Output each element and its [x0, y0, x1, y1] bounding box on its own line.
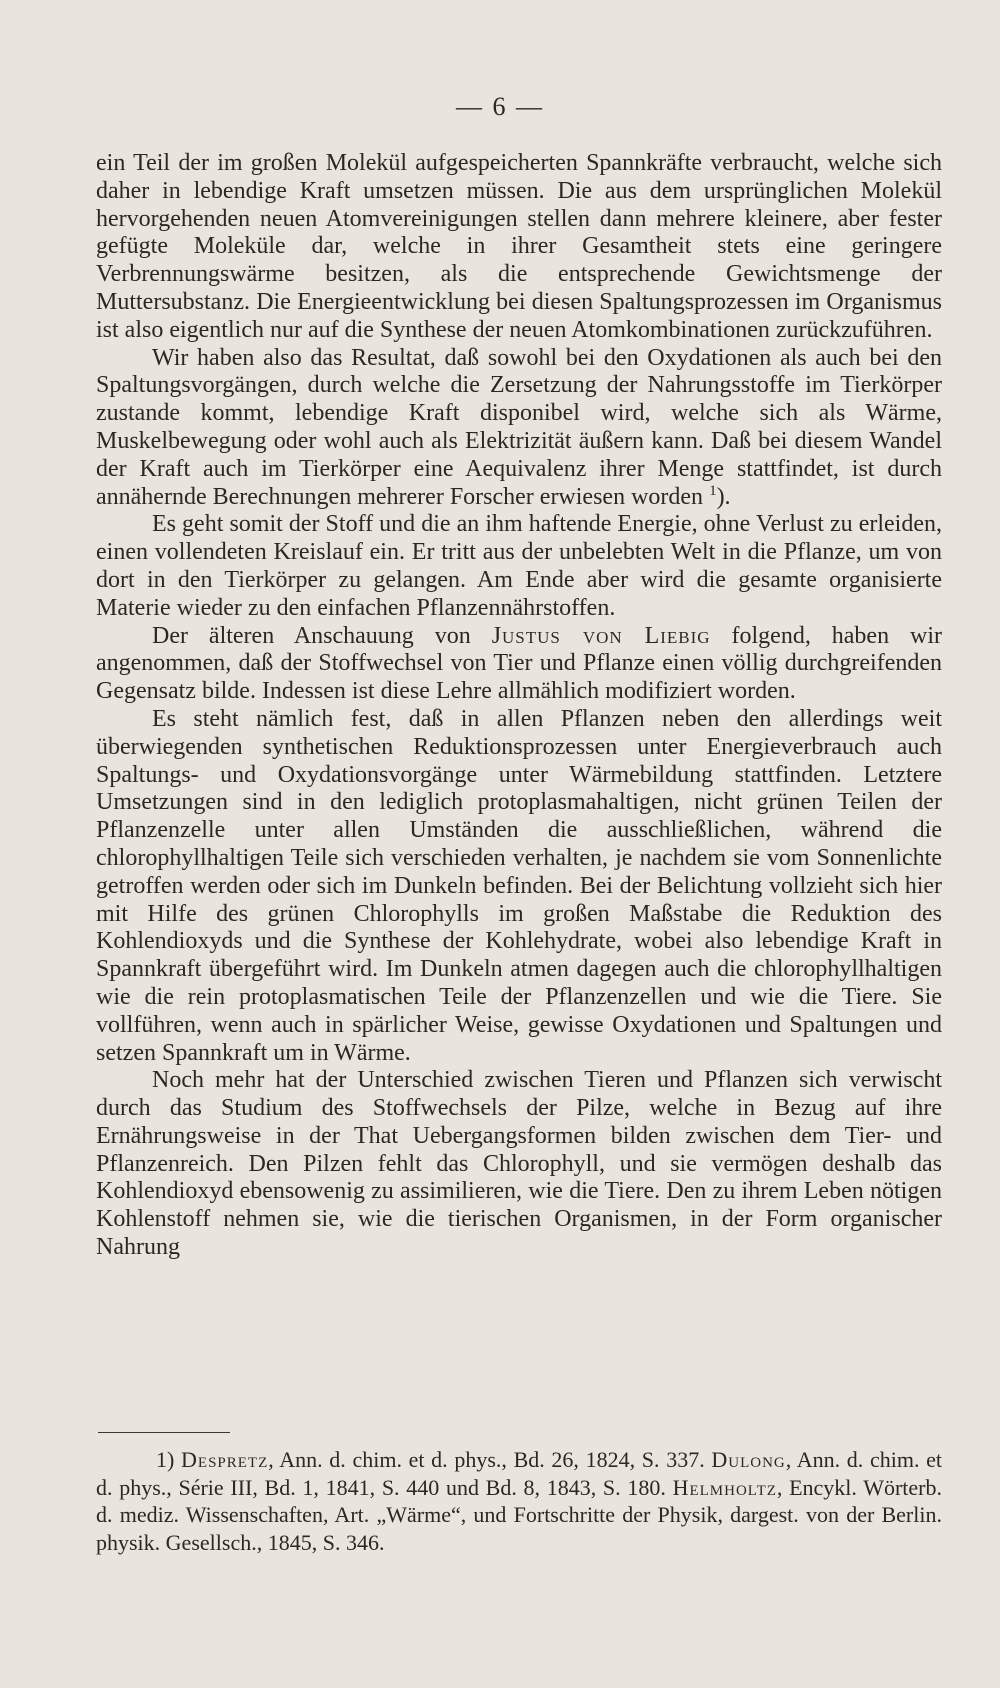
paragraph-4-post: folgend, haben wir angenommen, daß der Stoffwechsel von Tier und Pflanze einen völlig durchgreifenden Gegensatz bilde. Indessen ist diese Lehre allmählich modifiziert worden. — [96, 622, 943, 705]
paragraph-1: ein Teil der im großen Molekül aufgespeicherten Spannkräfte verbraucht, welche sich daher in lebendige Kraft umsetzen müssen. Die aus dem ursprünglichen Molekül hervorgehenden neuen Atomvereinigungen stellen dann mehrere kleinere, aber fester gefügte Moleküle dar, welche in ihrer Gesamtheit stets eine geringere Verbrennungswärme besitzen, als die entsprechende Gewichtsmenge der Muttersubstanz. Die Energieentwicklung bei diesen Spaltungsprozessen im Organismus ist also eigentlich nur auf die Synthese der neuen Atomkombinationen zurückzuführen. — [96, 150, 942, 343]
author-name-despretz: Despretz — [181, 1447, 269, 1472]
footnote-marker: 1) — [156, 1447, 182, 1472]
footnote-divider — [98, 1432, 230, 1433]
footnote-reference[interactable]: 1 — [709, 482, 717, 499]
paragraph-3: Es geht somit der Stoff und die an ihm haftende Energie, ohne Verlust zu erleiden, einen vollendeten Kreislauf ein. Er tritt aus der unbelebten Welt in die Pflanze, um von dort in den Tierkörper zu gelangen. Am Ende aber wird die gesamte organisierte Materie wieder zu den einfachen Pflanzennährstoffen. — [96, 511, 942, 621]
paragraph-2-text: Wir haben also das Resultat, daß sowohl bei den Oxydationen als auch bei den Spaltungsvorgängen, durch welche die Zersetzung der Nahrungsstoffe im Tierkörper zustande kommt, lebendige Kraft disponibel wird, welche sich als Wärme, Muskelbewegung oder wohl auch als Elektrizität äußern kann. Daß bei diesem Wandel der Kraft auch im Tierkörper eine Aequivalenz ihrer Menge stattfindet, ist durch annähernde Berechnungen mehrerer Forscher erwiesen worden — [96, 344, 942, 510]
footnote-text-3: , Encykl. Wörterb. d. mediz. Wissenschaften, Art. „Wärme“, und Fortschritte der Physik, dargest. von der Berlin. physik. Gesellsch., 1845, S. 346. — [96, 1474, 943, 1555]
paragraph-5: Es steht nämlich fest, daß in allen Pflanzen neben den allerdings weit überwiegenden synthetischen Reduktionsprozessen unter Energieverbrauch auch Spaltungs- und Oxydationsvorgänge unter Wärmebildung stattfinden. Letztere Umsetzungen sind in den lediglich protoplasmahaltigen, nicht grünen Teilen der Pflanzenzelle unter allen Umständen die ausschließlichen, während die chlorophyllhaltigen Teile sich verschieden verhalten, je nachdem sie vom Sonnenlichte getroffen werden oder sich im Dunkeln befinden. Bei der Belichtung vollzieht sich hier mit Hilfe des grünen Chlorophylls im großen Maßstabe die Reduktion des Kohlendioxyds und die Synthese der Kohlehydrate, wobei also lebendige Kraft in Spannkraft übergeführt wird. Im Dunkeln atmen dagegen auch die chlorophyllhaltigen wie die rein protoplasmatischen Teile der Pflanzenzellen und wie die Tiere. Sie vollführen, wenn auch in spärlicher Weise, gewisse Oxydationen und Spaltungen und setzen Spannkraft um in Wärme. — [96, 705, 942, 1066]
paragraph-2 — [96, 345, 942, 512]
paragraph-6: Noch mehr hat der Unterschied zwischen Tieren und Pflanzen sich verwischt durch das Studium des Stoffwechsels der Pilze, welche in Bezug auf ihre Ernährungsweise in der That Uebergangsformen bilden zwischen dem Tier- und Pflanzenreich. Den Pilzen fehlt das Chlorophyll, und sie vermögen deshalb das Kohlendioxyd ebensowenig zu assimilieren, wie die Tiere. Den zu ihrem Leben nötigen Kohlenstoff nehmen sie, wie die tierischen Organismen, in der Form organischer Nahrung — [96, 1067, 942, 1261]
page-number: — 6 — — [456, 92, 544, 121]
paragraph-4-pre: Der älteren Anschauung von — [152, 622, 492, 649]
author-name-dulong: Dulong — [711, 1447, 786, 1472]
paragraph-4 — [96, 623, 942, 706]
main-text — [96, 150, 942, 1262]
footnote-text-1: , Ann. d. chim. et d. phys., Bd. 26, 1824, S. 337. — [268, 1447, 712, 1472]
footnote-text-2: , Ann. d. chim. et d. phys., Série III, Bd. 1, 1841, S. 440 und Bd. 8, 1843, S. 180. — [96, 1447, 943, 1500]
paragraph-2-end: ). — [716, 483, 731, 510]
footnote-1 — [96, 1446, 942, 1556]
author-name-liebig: Justus von Liebig — [491, 622, 711, 649]
footnotes — [96, 1446, 942, 1556]
author-name-helmholtz: Helmholtz — [672, 1474, 777, 1500]
